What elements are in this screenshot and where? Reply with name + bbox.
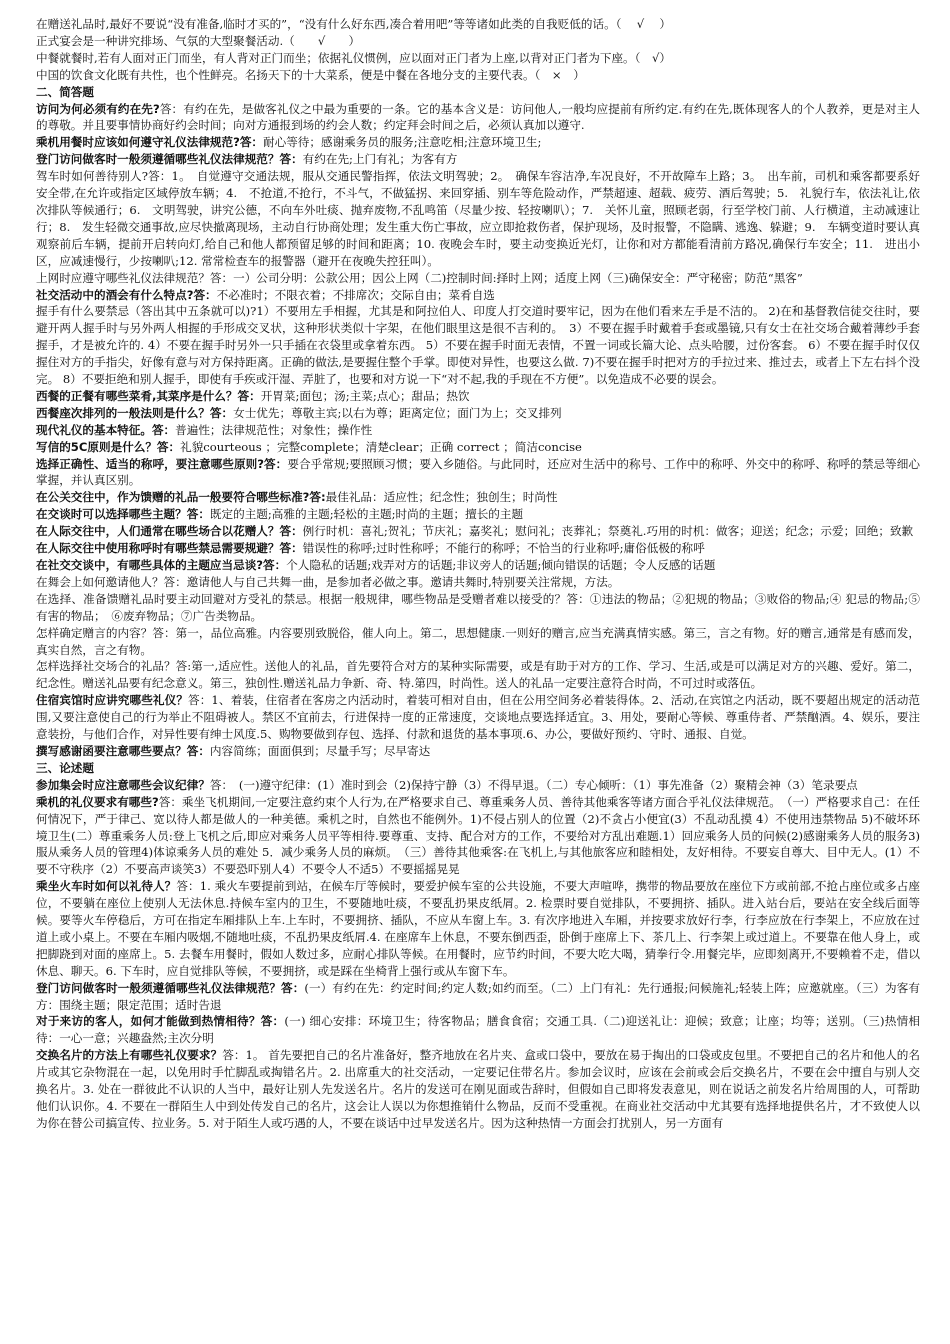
short-answer-section — [36, 101, 920, 760]
qa-item — [36, 980, 920, 1014]
question-text: 写信的5C原则是什么？答： — [36, 439, 181, 454]
question-text: 在公关交往中，作为馈赠的礼品一般要符合哪些标准?答: — [36, 490, 326, 505]
qa-item — [36, 388, 920, 405]
qa-item — [36, 743, 920, 760]
qa-item — [36, 168, 920, 269]
qa-item — [36, 794, 920, 879]
qa-item — [36, 1013, 920, 1047]
question-text: 西餐的正餐有哪些菜肴,其菜序是什么？答： — [36, 388, 261, 403]
question-text: 对于来访的客人，如何才能做到热情相待？答： — [36, 1014, 285, 1029]
tf-item: 中国的饮食文化既有共性，也个性鲜亮。名扬天下的十大菜系，便是中餐在各地分支的主要代表。（ × ） — [36, 67, 585, 82]
answer-text: 礼貌courteous ；完整complete；清楚clear；正确 correct ；简洁concise — [180, 439, 582, 454]
question-text: 西餐座次排列的一般法则是什么？答： — [36, 405, 234, 420]
tf-item: 中餐就餐时,若有人面对正门而坐，有人背对正门而坐；依据礼仪惯例，应以面对正门者为上座,以背对正门者为下座。（ √） — [36, 50, 672, 65]
question-text: 在人际交往中使用称呼时有哪些禁忌需要规避？答： — [36, 541, 303, 556]
answer-text: 答：1、着装，住宿者在客房之内活动时，着装可相对自由，但在公用空间务必着装得体。2、活动,在宾馆之内活动，既不要超出规定的活动范围,又要注意使自己的行为举止不阻碍被人。禁区不宜前去，行进保持一度的正常速度，交谈地点要选择适宜。3、用处，要耐心等候、尊重侍者、严禁酗酒。4、娱乐，要注意装扮，与他们合作，对异性要有绅士风度.5、购物要做到存包、选择、付款和退货的基本事项.6、办公，要做好预约、守时、通报、自觉。 — [36, 693, 920, 742]
qa-item — [36, 270, 920, 287]
qa-item — [36, 557, 920, 574]
qa-item — [36, 456, 920, 490]
answer-text: 答：1。 首先要把自己的名片准备好，整齐地放在名片夹、盒或口袋中，要放在易于掏出的口袋或皮包里。不要把自己的名片和他人的名片或其它杂物混在一起，以免用时手忙脚乱或掏错名片。2. 出席重大的社交活动，一定要记住带名片。参加会议时，应该在会前或会后交换名片，不要在会中擅自与别人交换名片。3. 处在一群彼此不认识的人当中，最好让别人先发送名片。名片的发送可在刚见面或告辞时，但假如自己即将发表意见，则在说话之前发名片给周围的人，可帮助他们认识你。4. 不要在一群陌生人中到处传发自己的名片，这会让人误以为你想推销什么物品，反而不受重视。在商业社交活动中尤其要有选择地提供名片，才不致使人以为你在替公司搞宣传、拉业务。5. 对于陌生人或巧遇的人，不要在谈话中过早发送名片。因为这种热情一方面会打扰别人，另一方面有 — [36, 1048, 920, 1130]
answer-text: 有约在先;上门有礼；为客有方 — [302, 152, 458, 167]
answer-text: 个人隐私的话题;戏弄对方的话题;非议旁人的话题;倾向错误的话题；令人反感的话题 — [286, 558, 716, 572]
qa-item — [36, 405, 920, 422]
question-text: 参加集会时应注意哪些会议纪律？ — [36, 777, 210, 792]
tf-item: 正式宴会是一种讲究排场、气氛的大型聚餐活动.（ √ ） — [36, 33, 361, 48]
answer-text: 开胃菜;面包；汤;主菜;点心；甜品；热饮 — [260, 388, 470, 403]
qa-item — [36, 422, 920, 439]
question-text: 住宿宾馆时应讲究哪些礼仪？ — [36, 693, 189, 708]
qa-item — [36, 658, 920, 692]
question-text: 乘坐火车时如何以礼待人？ — [36, 879, 177, 894]
answer-text: 答： (一)遵守纪律：(1）准时到会（2)保持宁静（3）不得早退。（二）专心倾听：（1）事先准备（2）聚精会神（3）笔录要点 — [209, 777, 858, 792]
qa-item — [36, 489, 920, 506]
qa-item — [36, 439, 920, 456]
qa-item — [36, 574, 920, 591]
question-text: 交换名片的方法上有哪些礼仪要求？ — [36, 1048, 223, 1063]
qa-item — [36, 151, 920, 168]
true-false-section — [36, 16, 920, 84]
answer-text: 最佳礼品：适应性；纪念性；独创生；时尚性 — [325, 490, 558, 505]
answer-text: 怎样确定赠言的内容？答：第一，品位高雅。内容要別致脱俗，催人向上。第二，思想健康.一则好的赠言,应当充满真情实感。第三，言之有物。好的赠言,通常是有感而发，真实自然，言之有物。 — [36, 625, 920, 657]
question-text: 访问为何必须有约在先? — [36, 101, 160, 116]
answer-text: 不必准时；不限衣着；不排席次；交际自由；菜肴自选 — [216, 287, 495, 302]
question-text: 乘机的礼仪要求有哪些? — [36, 794, 159, 809]
qa-item — [36, 591, 920, 625]
qa-item — [36, 878, 920, 979]
qa-item — [36, 1047, 920, 1132]
question-text: 社交活动中的酒会有什么特点?答： — [36, 287, 217, 302]
answer-text: 在选择、准备馈赠礼品时要主动回避对方受礼的禁忌。根据一般规律，哪些物品是受赠者难以接受的？答：①违法的物品；②犯规的物品；③败俗的物品;④ 犯忌的物品;⑤ 有害的物品； ⑥废弃物品；⑦广告类物品。 — [36, 591, 920, 623]
question-text: 现代礼仪的基本特征。答： — [36, 422, 176, 437]
answer-text: 上网时应遵守哪些礼仪法律规范？答：一）公司分明：公款公用；因公上网（二)控制时间:择时上网；适度上网（三)确保安全：严守秘密；防范“黑客” — [36, 270, 803, 285]
qa-item — [36, 625, 920, 659]
question-text: 在人际交往中，人们通常在哪些场合以花赠人？答： — [36, 524, 303, 539]
question-text: 选择正确性、适当的称呼，要注意哪些原则?答： — [36, 456, 288, 471]
answer-text: 女士优先；尊敬主宾;以右为尊；距离定位；面门为上；交叉排列 — [233, 405, 562, 420]
answer-text: (一) 细心安排：环境卫生；待客物品；膳食食宿；交通工具.（二)迎送礼让：迎候；致意；让座；均等；送别。（三)热情相待：一心一意；兴趣盎然;主次分明 — [36, 1014, 920, 1046]
qa-item — [36, 134, 920, 151]
answer-text: 握手有什么要禁忌（答出其中五条就可以)?1）不要用左手相握，尤其是和阿拉伯人、印度人打交道时要牢记，因为在他们看来左手是不洁的。 2)在和基督教信徒交往时，要避开两人握手时与另外两人相握的手形成交叉状，这种形状类似十字架，在他们眼里这是很不吉利的。 3）不要在握手时戴着手套或墨镜,只有女士在社交场合戴着薄纱手套握手，才是被允许的. 4）不要在握手时另外一只手插在衣袋里或拿着东西。 5）不要在握手时面无表情，不置一词或长篇大论、点头哈腰，过份客套。 6）不要在握手时仅仅握住对方的手指尖，好像有意与对方保持距离。正确的做法,是要握住整个手掌。即使对异性，也要这么做. 7)不要在握手时把对方的手拉过来、推过去，或者上下左右抖个没完。 8）不要拒绝和别人握手，即使有手疾或汗湿、弄脏了，也要和对方说一下“对不起,我的手现在不方便”。以免造成不必要的误会。 — [36, 304, 920, 387]
answer-text: 答：有约在先，是做客礼仪之中最为重要的一条。它的基本含义是：访问他人,一般均应提前有所约定.有约在先,既体现客人的个人教养，更是对主人的尊敬。并且要事情协商好约会时间；向对方通报到场的约会人数；约定拜会时间之后，必须认真加以遵守. — [36, 101, 921, 133]
qa-item — [36, 540, 920, 557]
answer-text: 内容简练；面面俱到；尽量手写；尽早寄达 — [209, 743, 431, 758]
qa-item — [36, 101, 920, 135]
qa-item — [36, 287, 920, 304]
answer-text: 例行时机：喜礼;贺礼；节庆礼；嘉奖礼；慰问礼；丧葬礼；祭奠礼.巧用的时机：做客；迎送；纪念；示爱；回绝；致歉 — [302, 524, 914, 539]
question-text: 撰写感谢函要注意哪些要点？答： — [36, 743, 210, 758]
qa-item — [36, 506, 920, 523]
section-heading-short-answer: 二、简答题 — [36, 84, 94, 99]
qa-item — [36, 777, 920, 794]
qa-item — [36, 303, 920, 388]
question-text: 在交谈时可以选择哪些主题？答： — [36, 507, 210, 522]
essay-section — [36, 777, 920, 1132]
answer-text: 要合乎常规;要照顾习惯；要入乡随俗。与此同时，还应对生活中的称号、工作中的称呼、外交中的称呼、称呼的禁忌等细心掌握，并认真区别。 — [36, 456, 920, 488]
answer-text: 怎样选择社交场合的礼品？答:第一,适应性。送他人的礼品，首先要符合对方的某种实际需要，或是有助于对方的工作、学习、生活,或是可以满足对方的兴趣、爱好。第二，纪念性。赠送礼品要有纪念意义。第三，独创性.赠送礼品力争新、奇、特.第四，时尚性。送人的礼品一定要注意符合时尚，不可过时或落伍。 — [36, 659, 920, 691]
answer-text: 答：1. 乘火车要提前到站，在候车厅等候时，要爱护候车室的公共设施，不要大声喧哗，携带的物品要放在座位下方或前部,不抢占座位或多占座位，不要躺在座位上使别人无法休息.持候车室内的卫生，不要随地吐痰，不要乱扔果皮纸屑。2. 检票时要自觉排队，不要拥挤、插队。进入站台后，要站在安全线后面等候。要等火车停稳后，方可在指定车厢排队上车.上车时，不要拥挤、插队，不应从车窗上车。3. 有次序地进入车厢，并按要求放好行李，行李应放在行李架上，不应放在过道上或小桌上。不要在车厢内吸烟,不随地吐痰，不乱扔果皮纸屑.4. 在座席车上休息，不要东倒西歪，卧倒于座席上下、茶几上、行李架上或过道上。不要靠在他人身上，或把脚跷到对面的座席上。5. 去餐车用餐时，假如人数过多，应耐心排队等候。在用餐时，应节约时间，不要大吃大喝，猜拳行令.用餐完毕，应即刻离开,不要赖着不走，借以休息、聊天。6. 下车时，应自觉排队等候，不要拥挤，或是踩在坐椅背上强行或从车窗下车。 — [36, 879, 920, 978]
qa-item — [36, 523, 920, 540]
answer-text: (一）有约在先：约定时间;约定人数;如约而至。（二）上门有礼：先行通报;问候施礼;轻装上阵；应邀就座。（三）为客有方：围绕主题；限定范围；适时告退 — [36, 980, 920, 1012]
question-text: 登门访问做客时一般须遵循哪些礼仪法律规范？答： — [36, 152, 303, 167]
qa-item — [36, 692, 920, 743]
answer-text: 错误性的称呼;过时性称呼；不能行的称呼；不恰当的行业称呼;庸俗低极的称呼 — [302, 541, 705, 556]
tf-item: 在赠送礼品时,最好不要说“没有准备,临时才买的”，“没有什么好东西,凑合着用吧”等等诸如此类的自我贬低的话。（ √ ） — [36, 17, 672, 31]
answer-text: 驾车时如何善待别人?答：1。 自觉遵守交通法规，服从交通民警指挥，依法文明驾驶；2。 确保车容洁净,车况良好，不开故障车上路；3。 出车前，司机和乘客都要系好安全带,在允许或指定区域停放车辆；4. 不抢道,不抢行，不斗气，不做猛拐、来回穿插、别车等危险动作，严禁超速、超载、疲劳、酒后驾驶；5. 礼貌行车，依法礼让,依次排队等候通行；6. 文明驾驶，讲究公德，不向车外吐痰、抛弃废物,不乱鸣笛（尽量少按、轻按喇叭）；7. 关怀儿童，照顾老弱，行至学校门前、人行横道，主动减速让行；8. 发生轻微交通事故,应尽快撤离现场，主动自行协商处理；发生重大伤亡事故，应立即抢救伤者，保护现场，及时报警，不隐瞒、逃逸、躲避；9. 车辆变道时要认真观察前后车辆，提前开启转向灯,给自己和他人都预留足够的时间和距离；10. 夜晚会车时，要主动变换近光灯，让你和对方都能看清前方路况,确保行车安全；11. 进出小区，应减速慢行，少按喇叭;12. 常常检查车的报警器（避开在夜晚失控狂叫）。 — [36, 169, 920, 268]
section-heading-essay: 三、论述题 — [36, 760, 94, 775]
answer-text: 答：乘坐飞机期间,一定要注意约束个人行为,在严格要求自己、尊重乘务人员、善待其他乘客等诸方面合乎礼仪法律规范。 （一）严格要求自己：在任何情况下，严于律己、宽以待人都是做人的一种美德。乘机之时，自然也不能例外。1)不侵占别人的位置（2)不贪占小便宜(3）不乱动乱摸 4）不使用违禁物品 5)不破坏环境卫生(二）尊重乘务人员:登上飞机之后,即应对乘务人员平等相待.要尊重、支持、配合对方的工作，不要给对方乱出难题.1）回应乘务人员的问候(2)感谢乘务人员的服务3)服从乘务人员的管理4)体谅乘务人员的难处 5．减少乘务人员的麻烦。 （三）善待其他乘客:在飞机上,与其他旅客应和睦相处，友好相待。不要妄自尊大、目中无人。(1）不要不守秩序（2）不要高声谈笑3）不要恐吓别人4）不要令人不适5）不要摇摇晃晃 — [36, 794, 920, 877]
answer-text: 在舞会上如何邀请他人？答：邀请他人与自己共舞一曲，是参加者必做之事。邀请共舞时,特别要关注常规，方法。 — [36, 574, 620, 589]
question-text: 乘机用餐时应该如何遵守礼仪法律规范?答： — [36, 135, 264, 150]
answer-text: 耐心等待；感谢乘务员的服务;注意吃相;注意环境卫生; — [263, 135, 542, 150]
question-text: 登门访问做客时一般须遵循哪些礼仪法律规范？答： — [36, 980, 305, 995]
answer-text: 既定的主题;高雅的主题;轻松的主题;时尚的主题；擅长的主题 — [209, 507, 524, 522]
answer-text: 普遍性；法律规范性；对象性；操作性 — [175, 422, 373, 437]
question-text: 在社交交谈中，有哪些具体的主题应当忌谈?答： — [36, 558, 287, 572]
